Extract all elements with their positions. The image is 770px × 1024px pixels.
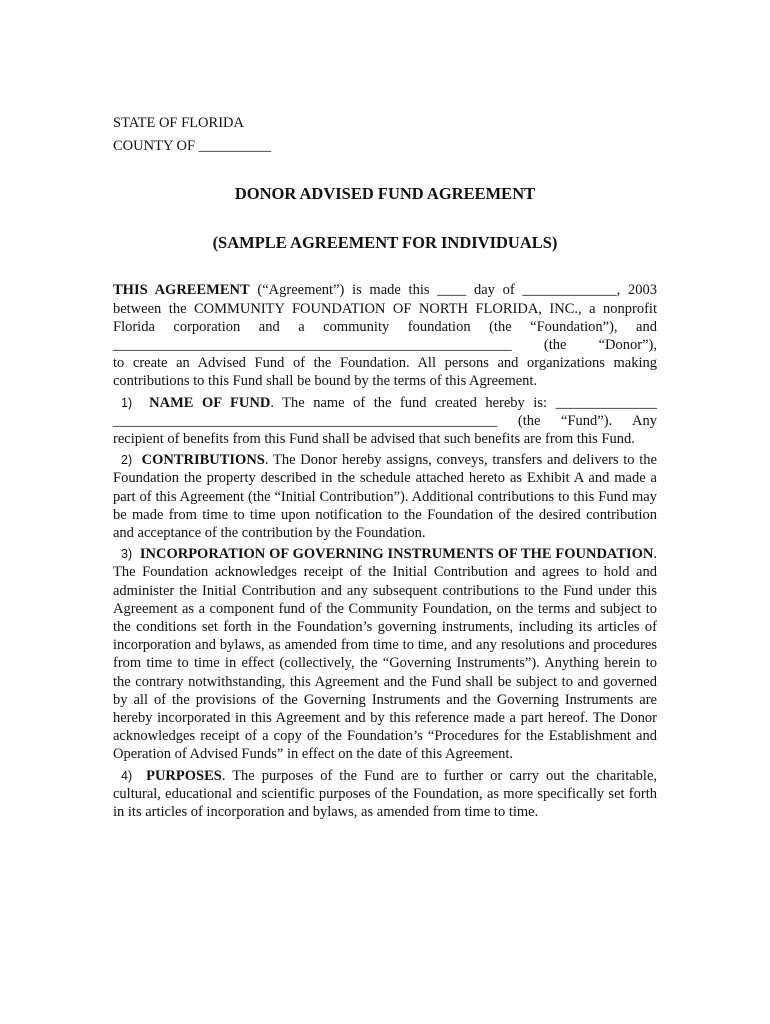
intro-line-3: Florida corporation and a community foundation (the “Foundation”), and (113, 318, 657, 335)
intro-line-6: contributions to this Fund shall be bound by the terms of this Agreement. (113, 373, 538, 390)
section-1-line-2: _____________________________________________________ (the “Fund”). Any (113, 412, 657, 429)
section-heading: CONTRIBUTIONS (141, 452, 265, 469)
intro-line-1-text: (“Agreement”) is made this ____ day of _____________, 2003 (249, 282, 658, 299)
section-body: . The purposes of the Fund are to further or carry out the charitable, cultural, educational and scientific purposes of the Foundation, as more specifically set forth in its articles of incorporation and bylaws, as amended from time to time. (113, 767, 658, 821)
document-subtitle: (SAMPLE AGREEMENT FOR INDIVIDUALS) (212, 233, 558, 253)
county-line: COUNTY OF __________ (113, 138, 272, 154)
section-1-line-1-text: . The name of the fund created hereby is: ______________ (270, 394, 658, 411)
intro-line-5: to create an Advised Fund of the Foundation. All persons and organizations making (113, 355, 657, 372)
state-line: STATE OF FLORIDA (113, 115, 244, 131)
intro-line-1 (113, 281, 657, 299)
section-incorporation (113, 545, 657, 763)
section-1-line-1 (113, 394, 657, 412)
section-heading: INCORPORATION OF GOVERNING INSTRUMENTS OF THE FOUNDATION (139, 546, 654, 563)
section-heading: NAME OF FUND (149, 394, 271, 411)
section-1-rest: recipient of benefits from this Fund shall be advised that such benefits are from this Fund. (113, 431, 635, 448)
section-number: 3) (121, 547, 133, 562)
section-name-of-fund (113, 394, 657, 449)
document-title: DONOR ADVISED FUND AGREEMENT (234, 184, 536, 203)
section-heading: PURPOSES (146, 767, 222, 784)
intro-lead: THIS AGREEMENT (113, 282, 250, 299)
intro-line-2: between the COMMUNITY FOUNDATION OF NORTH FLORIDA, INC., a nonprofit (113, 300, 657, 317)
section-body: . The Donor hereby assigns, conveys, transfers and delivers to the Foundation the property described in the schedule attached hereto as Exhibit A and made a part of this Agreement (the “Initial Contribution”). Additional contributions to this Fund may be made from time to time upon notification to the Foundation of the desired contribution and acceptance of the contribution by the Foundation. (113, 452, 657, 542)
intro-line-4: _______________________________________________________ (the “Donor”), (113, 337, 657, 354)
section-number: 2) (121, 453, 133, 468)
section-contributions (113, 451, 657, 542)
section-body: . The Foundation acknowledges receipt of the Initial Contribution and agrees to hold and administer the Initial Contribution and any subsequent contributions to the Fund under this Agreement as a component fund of the Community Foundation, on the terms and subject to the conditions set forth in the Foundation’s governing instruments, including its articles of incorporation and bylaws, as amended from time to time, and any resolutions and procedures from time to time in effect (collectively, the “Governing Instruments”). Anything herein to the contrary notwithstanding, this Agreement and the Fund shall be subject to and governed by all of the provisions of the Governing Instruments and the Governing Instruments are hereby incorporated in this Agreement and by this reference made a part hereof. The Donor acknowledges receipt of a copy of the Foundation’s “Procedures for the Establishment and Operation of Advised Funds” in effect on the date of this Agreement. (113, 546, 658, 763)
section-purposes (113, 767, 657, 822)
document-page (113, 112, 657, 821)
section-number: 4) (121, 768, 133, 783)
intro-paragraph (113, 281, 657, 390)
section-number: 1) (121, 395, 133, 410)
